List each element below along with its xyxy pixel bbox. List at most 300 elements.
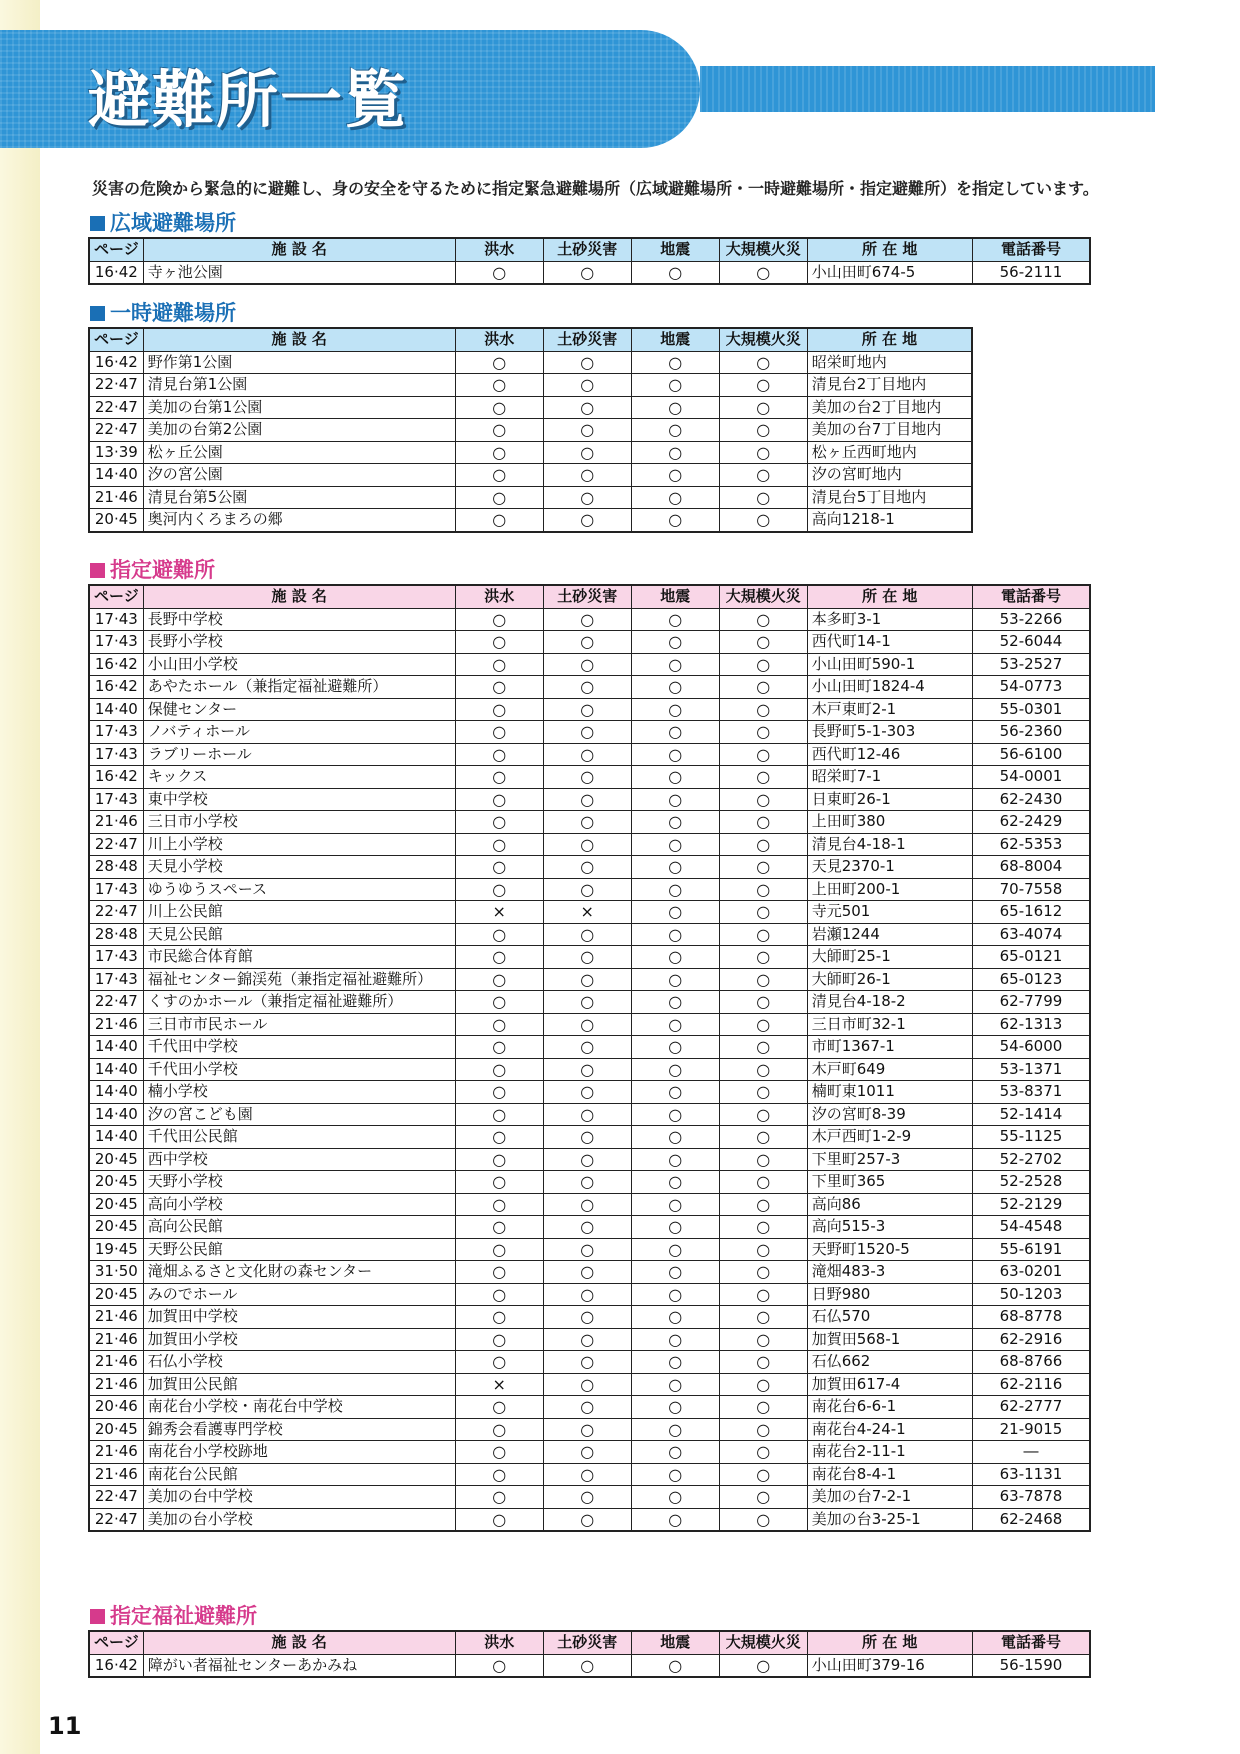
- cell-address: 木戸西町1-2-9: [807, 1126, 972, 1149]
- cell-page: 13·39: [89, 441, 143, 464]
- col-landslide: 土砂災害: [543, 328, 631, 351]
- table-row: [89, 1351, 1090, 1374]
- cell-phone: 53-1371: [972, 1058, 1090, 1081]
- cell-page: 17·43: [89, 721, 143, 744]
- cell-facility-name: 加賀田中学校: [143, 1306, 455, 1329]
- cell-landslide: ○: [543, 441, 631, 464]
- cell-address: 西代町14-1: [807, 631, 972, 654]
- cell-fire: ○: [719, 743, 807, 766]
- cell-fire: ○: [719, 1103, 807, 1126]
- cell-page: 20·45: [89, 1171, 143, 1194]
- col-fire: 大規模火災: [719, 238, 807, 261]
- cell-earthquake: ○: [631, 1193, 719, 1216]
- table-row: [89, 878, 1090, 901]
- section-title-label: 一時避難場所: [110, 301, 236, 325]
- cell-flood: ○: [455, 698, 543, 721]
- cell-flood: ○: [455, 486, 543, 509]
- cell-phone: 62-2468: [972, 1508, 1090, 1531]
- cell-earthquake: ○: [631, 1103, 719, 1126]
- col-address: 所 在 地: [807, 328, 972, 351]
- cell-fire: ○: [719, 1193, 807, 1216]
- cell-fire: ○: [719, 1081, 807, 1104]
- cell-page: 22·47: [89, 833, 143, 856]
- cell-earthquake: ○: [631, 968, 719, 991]
- cell-flood: ○: [455, 1463, 543, 1486]
- cell-earthquake: ○: [631, 1216, 719, 1239]
- table-header-row: [89, 1631, 1090, 1654]
- cell-page: 21·46: [89, 1306, 143, 1329]
- cell-flood: ○: [455, 1216, 543, 1239]
- table-row: [89, 856, 1090, 879]
- cell-facility-name: 美加の台第1公園: [143, 396, 455, 419]
- col-page: ページ: [89, 238, 143, 261]
- cell-earthquake: ○: [631, 351, 719, 374]
- cell-phone: 56-2111: [972, 261, 1090, 284]
- cell-fire: ○: [719, 1261, 807, 1284]
- cell-flood: ○: [455, 743, 543, 766]
- cell-fire: ○: [719, 698, 807, 721]
- cell-phone: ―: [972, 1441, 1090, 1464]
- table-row: [89, 901, 1090, 924]
- cell-landslide: ○: [543, 1373, 631, 1396]
- table-row: [89, 1306, 1090, 1329]
- cell-page: 14·40: [89, 464, 143, 487]
- cell-landslide: ○: [543, 464, 631, 487]
- cell-flood: ○: [455, 374, 543, 397]
- cell-fire: ○: [719, 901, 807, 924]
- cell-phone: 56-1590: [972, 1654, 1090, 1677]
- cell-earthquake: ○: [631, 1081, 719, 1104]
- cell-fire: ○: [719, 631, 807, 654]
- cell-address: 清見台2丁目地内: [807, 374, 972, 397]
- cell-address: 美加の台3-25-1: [807, 1508, 972, 1531]
- section-square-icon: [90, 306, 105, 321]
- cell-earthquake: ○: [631, 698, 719, 721]
- cell-flood: ○: [455, 1396, 543, 1419]
- table-wide-area: [88, 237, 1091, 285]
- cell-landslide: ○: [543, 631, 631, 654]
- cell-earthquake: ○: [631, 676, 719, 699]
- cell-page: 20·45: [89, 1193, 143, 1216]
- cell-earthquake: ○: [631, 1396, 719, 1419]
- cell-page: 20·45: [89, 1418, 143, 1441]
- cell-phone: 54-0001: [972, 766, 1090, 789]
- cell-address: 小山田町674-5: [807, 261, 972, 284]
- cell-landslide: ○: [543, 1654, 631, 1677]
- cell-phone: 62-1313: [972, 1013, 1090, 1036]
- cell-address: 美加の台7丁目地内: [807, 419, 972, 442]
- cell-flood: ○: [455, 811, 543, 834]
- cell-address: 市町1367-1: [807, 1036, 972, 1059]
- cell-landslide: ○: [543, 1463, 631, 1486]
- cell-landslide: ○: [543, 968, 631, 991]
- cell-flood: ○: [455, 968, 543, 991]
- cell-address: 南花台6-6-1: [807, 1396, 972, 1419]
- cell-earthquake: ○: [631, 1373, 719, 1396]
- cell-page: 22·47: [89, 1486, 143, 1509]
- cell-facility-name: 西中学校: [143, 1148, 455, 1171]
- cell-facility-name: 天見公民館: [143, 923, 455, 946]
- cell-page: 19·45: [89, 1238, 143, 1261]
- cell-flood: ○: [455, 1081, 543, 1104]
- cell-facility-name: 南花台公民館: [143, 1463, 455, 1486]
- cell-facility-name: 千代田中学校: [143, 1036, 455, 1059]
- cell-earthquake: ○: [631, 1036, 719, 1059]
- cell-phone: 62-2916: [972, 1328, 1090, 1351]
- col-flood: 洪水: [455, 585, 543, 608]
- cell-earthquake: ○: [631, 743, 719, 766]
- cell-phone: 62-7799: [972, 991, 1090, 1014]
- cell-earthquake: ○: [631, 788, 719, 811]
- cell-page: 21·46: [89, 1463, 143, 1486]
- cell-address: 上田町380: [807, 811, 972, 834]
- cell-facility-name: 千代田小学校: [143, 1058, 455, 1081]
- cell-landslide: ○: [543, 486, 631, 509]
- cell-page: 20·45: [89, 509, 143, 532]
- table-row: [89, 811, 1090, 834]
- table-header-row: [89, 328, 972, 351]
- table-row: [89, 946, 1090, 969]
- cell-landslide: ○: [543, 1486, 631, 1509]
- cell-flood: ○: [455, 766, 543, 789]
- cell-landslide: ○: [543, 1508, 631, 1531]
- cell-facility-name: 楠小学校: [143, 1081, 455, 1104]
- cell-landslide: ○: [543, 743, 631, 766]
- cell-fire: ○: [719, 1328, 807, 1351]
- col-name: 施 設 名: [143, 1631, 455, 1654]
- cell-fire: ○: [719, 991, 807, 1014]
- table-row: [89, 653, 1090, 676]
- cell-landslide: ○: [543, 261, 631, 284]
- cell-phone: 53-2266: [972, 608, 1090, 631]
- cell-facility-name: 天見小学校: [143, 856, 455, 879]
- col-address: 所 在 地: [807, 585, 972, 608]
- cell-fire: ○: [719, 1216, 807, 1239]
- cell-flood: ○: [455, 946, 543, 969]
- cell-page: 20·46: [89, 1396, 143, 1419]
- cell-flood: ×: [455, 1373, 543, 1396]
- cell-facility-name: 天野公民館: [143, 1238, 455, 1261]
- cell-fire: ○: [719, 261, 807, 284]
- table-temporary: [88, 327, 973, 533]
- cell-facility-name: 高向公民館: [143, 1216, 455, 1239]
- cell-page: 17·43: [89, 743, 143, 766]
- cell-address: 天見2370-1: [807, 856, 972, 879]
- cell-facility-name: 美加の台小学校: [143, 1508, 455, 1531]
- cell-page: 16·42: [89, 653, 143, 676]
- cell-landslide: ○: [543, 946, 631, 969]
- cell-fire: ○: [719, 486, 807, 509]
- cell-fire: ○: [719, 608, 807, 631]
- cell-facility-name: 東中学校: [143, 788, 455, 811]
- cell-address: 大師町25-1: [807, 946, 972, 969]
- cell-earthquake: ○: [631, 1283, 719, 1306]
- cell-facility-name: 美加の台第2公園: [143, 419, 455, 442]
- cell-address: 昭栄町地内: [807, 351, 972, 374]
- table-row: [89, 608, 1090, 631]
- cell-phone: 62-2429: [972, 811, 1090, 834]
- cell-facility-name: 千代田公民館: [143, 1126, 455, 1149]
- table-row: [89, 991, 1090, 1014]
- section-title-label: 指定福祉避難所: [110, 1604, 257, 1628]
- cell-phone: 68-8766: [972, 1351, 1090, 1374]
- section-square-icon: [90, 1609, 105, 1624]
- cell-facility-name: 奥河内くろまろの郷: [143, 509, 455, 532]
- cell-page: 20·45: [89, 1148, 143, 1171]
- table-row: [89, 676, 1090, 699]
- col-earthquake: 地震: [631, 328, 719, 351]
- cell-flood: ×: [455, 901, 543, 924]
- cell-phone: 62-5353: [972, 833, 1090, 856]
- cell-flood: ○: [455, 676, 543, 699]
- cell-earthquake: ○: [631, 1238, 719, 1261]
- cell-landslide: ○: [543, 1418, 631, 1441]
- cell-landslide: ○: [543, 721, 631, 744]
- cell-flood: ○: [455, 788, 543, 811]
- col-page: ページ: [89, 585, 143, 608]
- cell-flood: ○: [455, 1441, 543, 1464]
- table-row: [89, 1081, 1090, 1104]
- cell-page: 14·40: [89, 1081, 143, 1104]
- col-address: 所 在 地: [807, 1631, 972, 1654]
- cell-address: 下里町257-3: [807, 1148, 972, 1171]
- cell-page: 16·42: [89, 261, 143, 284]
- cell-address: 高向515-3: [807, 1216, 972, 1239]
- cell-flood: ○: [455, 721, 543, 744]
- cell-phone: 56-6100: [972, 743, 1090, 766]
- table-row: [89, 419, 972, 442]
- cell-flood: ○: [455, 1328, 543, 1351]
- cell-flood: ○: [455, 991, 543, 1014]
- cell-earthquake: ○: [631, 441, 719, 464]
- cell-fire: ○: [719, 1036, 807, 1059]
- section-title-label: 広域避難場所: [110, 211, 236, 235]
- cell-address: 小山田町590-1: [807, 653, 972, 676]
- cell-phone: 63-1131: [972, 1463, 1090, 1486]
- cell-flood: ○: [455, 1171, 543, 1194]
- cell-address: 南花台2-11-1: [807, 1441, 972, 1464]
- cell-page: 14·40: [89, 1058, 143, 1081]
- table-row: [89, 631, 1090, 654]
- cell-facility-name: キックス: [143, 766, 455, 789]
- cell-facility-name: 川上公民館: [143, 901, 455, 924]
- cell-flood: ○: [455, 1508, 543, 1531]
- cell-page: 21·46: [89, 1328, 143, 1351]
- cell-earthquake: ○: [631, 1654, 719, 1677]
- cell-fire: ○: [719, 464, 807, 487]
- cell-address: 本多町3-1: [807, 608, 972, 631]
- cell-facility-name: 高向小学校: [143, 1193, 455, 1216]
- col-earthquake: 地震: [631, 1631, 719, 1654]
- cell-facility-name: 清見台第5公園: [143, 486, 455, 509]
- cell-landslide: ○: [543, 1036, 631, 1059]
- table-row: [89, 486, 972, 509]
- col-landslide: 土砂災害: [543, 238, 631, 261]
- cell-address: 日野980: [807, 1283, 972, 1306]
- cell-page: 21·46: [89, 1351, 143, 1374]
- cell-page: 17·43: [89, 878, 143, 901]
- table-row: [89, 1216, 1090, 1239]
- cell-address: 滝畑483-3: [807, 1261, 972, 1284]
- cell-landslide: ○: [543, 509, 631, 532]
- cell-facility-name: 長野中学校: [143, 608, 455, 631]
- page-margin-strip: [0, 0, 40, 1754]
- cell-facility-name: 障がい者福祉センターあかみね: [143, 1654, 455, 1677]
- cell-landslide: ○: [543, 1328, 631, 1351]
- cell-address: 寺元501: [807, 901, 972, 924]
- cell-fire: ○: [719, 1148, 807, 1171]
- cell-facility-name: 長野小学校: [143, 631, 455, 654]
- cell-address: 汐の宮町地内: [807, 464, 972, 487]
- cell-earthquake: ○: [631, 1328, 719, 1351]
- cell-earthquake: ○: [631, 261, 719, 284]
- cell-facility-name: 滝畑ふるさと文化財の森センター: [143, 1261, 455, 1284]
- cell-flood: ○: [455, 1238, 543, 1261]
- cell-page: 21·46: [89, 811, 143, 834]
- cell-landslide: ○: [543, 1306, 631, 1329]
- cell-address: 昭栄町7-1: [807, 766, 972, 789]
- cell-phone: 52-6044: [972, 631, 1090, 654]
- cell-phone: 54-0773: [972, 676, 1090, 699]
- cell-page: 14·40: [89, 1126, 143, 1149]
- table-row: [89, 1238, 1090, 1261]
- cell-phone: 56-2360: [972, 721, 1090, 744]
- table-row: [89, 1328, 1090, 1351]
- table-row: [89, 788, 1090, 811]
- cell-address: 日東町26-1: [807, 788, 972, 811]
- cell-earthquake: ○: [631, 374, 719, 397]
- cell-facility-name: 三日市市民ホール: [143, 1013, 455, 1036]
- cell-flood: ○: [455, 441, 543, 464]
- table-row: [89, 1036, 1090, 1059]
- cell-facility-name: みのでホール: [143, 1283, 455, 1306]
- cell-facility-name: あやたホール（兼指定福祉避難所）: [143, 676, 455, 699]
- col-name: 施 設 名: [143, 328, 455, 351]
- cell-flood: ○: [455, 1654, 543, 1677]
- cell-phone: 55-0301: [972, 698, 1090, 721]
- table-row: [89, 374, 972, 397]
- cell-flood: ○: [455, 1418, 543, 1441]
- cell-fire: ○: [719, 968, 807, 991]
- cell-fire: ○: [719, 653, 807, 676]
- table-row: [89, 1418, 1090, 1441]
- cell-fire: ○: [719, 1486, 807, 1509]
- cell-fire: ○: [719, 1441, 807, 1464]
- cell-page: 17·43: [89, 788, 143, 811]
- cell-earthquake: ○: [631, 856, 719, 879]
- col-page: ページ: [89, 1631, 143, 1654]
- table-header-row: [89, 585, 1090, 608]
- cell-landslide: ○: [543, 856, 631, 879]
- cell-page: 17·43: [89, 946, 143, 969]
- cell-landslide: ○: [543, 811, 631, 834]
- cell-fire: ○: [719, 1373, 807, 1396]
- cell-fire: ○: [719, 946, 807, 969]
- table-row: [89, 766, 1090, 789]
- cell-page: 22·47: [89, 419, 143, 442]
- table-row: [89, 1058, 1090, 1081]
- col-phone: 電話番号: [972, 238, 1090, 261]
- cell-page: 22·47: [89, 374, 143, 397]
- cell-landslide: ○: [543, 676, 631, 699]
- section-square-icon: [90, 216, 105, 231]
- cell-flood: ○: [455, 653, 543, 676]
- cell-landslide: ○: [543, 788, 631, 811]
- cell-landslide: ○: [543, 1126, 631, 1149]
- cell-earthquake: ○: [631, 721, 719, 744]
- cell-page: 21·46: [89, 1373, 143, 1396]
- cell-phone: 52-2129: [972, 1193, 1090, 1216]
- cell-fire: ○: [719, 1508, 807, 1531]
- cell-fire: ○: [719, 419, 807, 442]
- col-fire: 大規模火災: [719, 328, 807, 351]
- cell-address: 南花台4-24-1: [807, 1418, 972, 1441]
- cell-flood: ○: [455, 1013, 543, 1036]
- cell-fire: ○: [719, 676, 807, 699]
- cell-page: 14·40: [89, 1103, 143, 1126]
- section-title-label: 指定避難所: [110, 558, 215, 582]
- cell-facility-name: 南花台小学校・南花台中学校: [143, 1396, 455, 1419]
- table-row: [89, 1193, 1090, 1216]
- cell-landslide: ○: [543, 1103, 631, 1126]
- cell-fire: ○: [719, 441, 807, 464]
- cell-fire: ○: [719, 766, 807, 789]
- col-landslide: 土砂災害: [543, 1631, 631, 1654]
- cell-phone: 53-2527: [972, 653, 1090, 676]
- cell-flood: ○: [455, 1036, 543, 1059]
- cell-phone: 54-4548: [972, 1216, 1090, 1239]
- cell-earthquake: ○: [631, 1418, 719, 1441]
- table-row: [89, 1396, 1090, 1419]
- cell-landslide: ○: [543, 1171, 631, 1194]
- cell-earthquake: ○: [631, 1058, 719, 1081]
- cell-earthquake: ○: [631, 811, 719, 834]
- cell-address: 上田町200-1: [807, 878, 972, 901]
- col-name: 施 設 名: [143, 585, 455, 608]
- cell-address: 木戸町649: [807, 1058, 972, 1081]
- table-row: [89, 509, 972, 532]
- cell-facility-name: 三日市小学校: [143, 811, 455, 834]
- cell-fire: ○: [719, 1283, 807, 1306]
- cell-page: 21·46: [89, 1013, 143, 1036]
- cell-landslide: ○: [543, 608, 631, 631]
- cell-fire: ○: [719, 788, 807, 811]
- cell-address: 清見台4-18-1: [807, 833, 972, 856]
- cell-page: 20·45: [89, 1283, 143, 1306]
- table-row: [89, 1441, 1090, 1464]
- col-phone: 電話番号: [972, 1631, 1090, 1654]
- cell-fire: ○: [719, 396, 807, 419]
- cell-landslide: ○: [543, 1193, 631, 1216]
- cell-flood: ○: [455, 878, 543, 901]
- cell-landslide: ○: [543, 1081, 631, 1104]
- table-row: [89, 743, 1090, 766]
- cell-landslide: ○: [543, 1058, 631, 1081]
- col-flood: 洪水: [455, 328, 543, 351]
- cell-facility-name: 汐の宮公園: [143, 464, 455, 487]
- cell-facility-name: 清見台第1公園: [143, 374, 455, 397]
- cell-earthquake: ○: [631, 486, 719, 509]
- cell-earthquake: ○: [631, 631, 719, 654]
- cell-phone: 55-6191: [972, 1238, 1090, 1261]
- section-title-wide-area: [90, 207, 236, 237]
- cell-fire: ○: [719, 351, 807, 374]
- cell-address: 美加の台7-2-1: [807, 1486, 972, 1509]
- cell-flood: ○: [455, 261, 543, 284]
- cell-landslide: ○: [543, 1238, 631, 1261]
- cell-fire: ○: [719, 1654, 807, 1677]
- page-number: 11: [48, 1712, 82, 1740]
